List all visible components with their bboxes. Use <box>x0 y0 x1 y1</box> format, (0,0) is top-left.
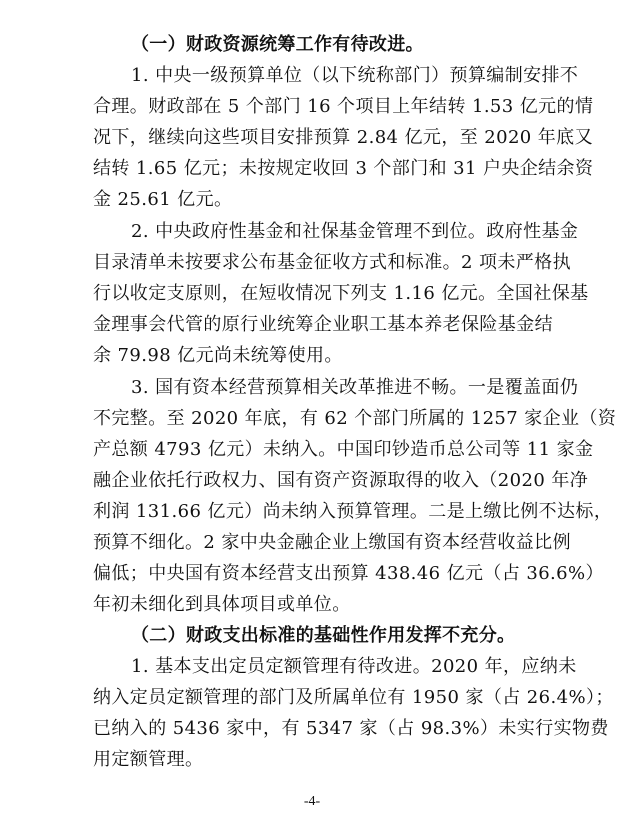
item-3-line: 利润 131.66 亿元）尚未纳入预算管理。二是上缴比例不达标， <box>93 501 613 522</box>
item-3-line: 偏低；中央国有资本经营支出预算 438.46 亿元（占 36.6%） <box>93 563 604 584</box>
item-1-line: 合理。财政部在 5 个部门 16 个项目上年结转 1.53 亿元的情 <box>93 96 594 117</box>
item-1-line: 结转 1.65 亿元；未按规定收回 3 个部门和 31 户央企结余资 <box>93 158 594 179</box>
item-2-line: 余 79.98 亿元尚未统筹使用。 <box>93 345 343 366</box>
item-2-line: 行以收定支原则，在短收情况下列支 1.16 亿元。全国社保基 <box>93 283 589 304</box>
item-4-line: 用定额管理。 <box>93 749 204 770</box>
item-1-line: 1. 中央一级预算单位（以下统称部门）预算编制安排不 <box>131 65 579 86</box>
section-heading-1: （一）财政资源统筹工作有待改进。 <box>131 34 424 55</box>
item-2-line: 目录清单未按要求公布基金征收方式和标准。2 项未严格执 <box>93 252 571 273</box>
item-4-line: 1. 基本支出定员定额管理有待改进。2020 年，应纳未 <box>131 656 577 677</box>
item-3-line: 3. 国有资本经营预算相关改革推进不畅。一是覆盖面仍 <box>131 377 579 398</box>
item-3-line: 不完整。至 2020 年底，有 62 个部门所属的 1257 家企业（资 <box>93 408 617 429</box>
item-2-line: 金理事会代管的原行业统筹企业职工基本养老保险基金结 <box>93 314 553 335</box>
item-1-line: 金 25.61 亿元。 <box>93 189 233 210</box>
section-heading-2: （二）财政支出标准的基础性作用发挥不充分。 <box>131 625 516 646</box>
item-4-line: 纳入定员定额管理的部门及所属单位有 1950 家（占 26.4%）； <box>93 687 614 708</box>
item-3-line: 融企业依托行政权力、国有资产资源取得的收入（2020 年净 <box>93 470 589 491</box>
page-number: -4- <box>303 794 321 809</box>
item-3-line: 预算不细化。2 家中央金融企业上缴国有资本经营收益比例 <box>93 532 571 553</box>
item-1-line: 况下，继续向这些项目安排预算 2.84 亿元，至 2020 年底又 <box>93 127 593 148</box>
item-2-line: 2. 中央政府性基金和社保基金管理不到位。政府性基金 <box>131 221 579 242</box>
item-3-line: 年初未细化到具体项目或单位。 <box>93 594 351 615</box>
item-3-line: 产总额 4793 亿元）未纳入。中国印钞造币总公司等 11 家金 <box>93 439 594 460</box>
item-4-line: 已纳入的 5436 家中，有 5347 家（占 98.3%）未实行实物费 <box>93 718 609 739</box>
